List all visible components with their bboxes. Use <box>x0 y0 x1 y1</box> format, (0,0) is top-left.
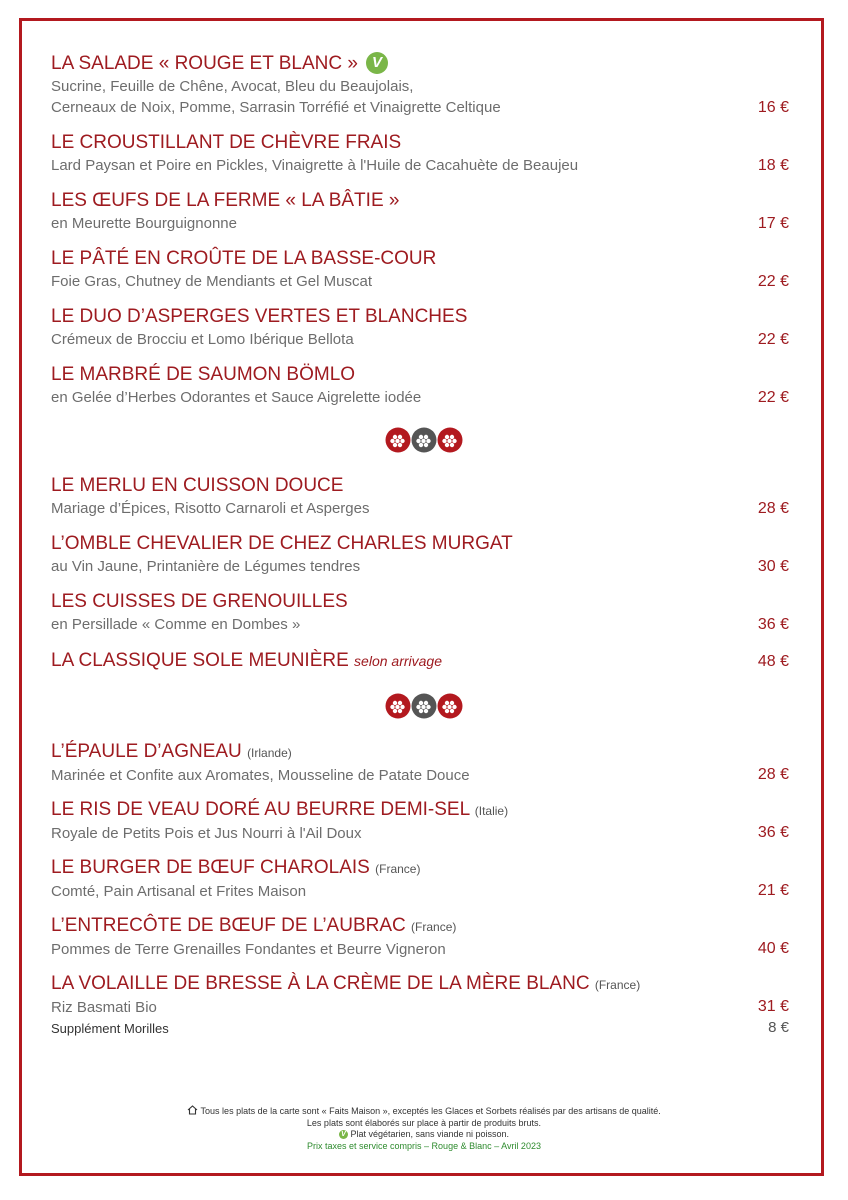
item-title: L’ENTRECÔTE DE BŒUF DE L’AUBRAC <box>51 915 406 936</box>
item-price: 16 € <box>757 99 789 116</box>
item-price: 40 € <box>757 940 789 957</box>
item-description: Marinée et Confite aux Aromates, Mousseline de Patate Douce <box>51 767 470 784</box>
item-origin: (Irlande) <box>247 746 292 760</box>
vegetarian-icon: V <box>366 52 388 74</box>
menu-item-asperges <box>51 305 791 350</box>
item-title: LE RIS DE VEAU DORÉ AU BEURRE DEMI-SEL <box>51 799 470 820</box>
item-price: 36 € <box>757 824 789 841</box>
item-description: au Vin Jaune, Printanière de Légumes tendres <box>51 558 361 575</box>
item-price: 28 € <box>757 500 789 517</box>
item-price: 21 € <box>757 882 789 899</box>
menu-item-croustillant <box>51 131 791 176</box>
menu-item-volaille <box>51 972 791 1039</box>
item-price: 36 € <box>757 616 789 633</box>
item-price: 22 € <box>757 389 789 406</box>
menu-item-salade <box>51 52 791 118</box>
item-price: 31 € <box>757 998 789 1015</box>
item-price: 22 € <box>757 273 789 290</box>
house-icon <box>187 1105 198 1115</box>
item-price: 22 € <box>757 331 789 348</box>
menu-item-burger <box>51 856 791 902</box>
item-title: L’OMBLE CHEVALIER DE CHEZ CHARLES MURGAT <box>51 533 513 554</box>
item-description: Crémeux de Brocciu et Lomo Ibérique Bellota <box>51 331 354 348</box>
item-description: Cerneaux de Noix, Pomme, Sarrasin Torréfié et Vinaigrette Celtique <box>51 99 501 116</box>
item-title: LE MERLU EN CUISSON DOUCE <box>51 475 344 496</box>
item-title: LE BURGER DE BŒUF CHAROLAIS <box>51 857 370 878</box>
menu-item-oeufs <box>51 189 791 234</box>
item-title: LA VOLAILLE DE BRESSE À LA CRÈME DE LA MÈRE BLANC <box>51 973 590 994</box>
footer-line: Tous les plats de la carte sont « Faits Maison », exceptés les Glaces et Sorbets réalisés par des artisans de qualité. <box>200 1106 661 1116</box>
item-description: Foie Gras, Chutney de Mendiants et Gel Muscat <box>51 273 372 290</box>
item-description: Mariage d’Épices, Risotto Carnaroli et Asperges <box>51 500 370 517</box>
menu-item-sole <box>51 649 791 673</box>
item-title: LE DUO D’ASPERGES VERTES ET BLANCHES <box>51 306 468 327</box>
item-title: LA CLASSIQUE SOLE MEUNIÈRE <box>51 650 349 671</box>
menu-item-entrecote <box>51 914 791 960</box>
item-price: 18 € <box>757 157 789 174</box>
menu-item-saumon <box>51 363 791 408</box>
footer-notes <box>100 1105 748 1152</box>
item-origin: (Italie) <box>474 804 509 818</box>
item-description: Riz Basmati Bio <box>51 999 157 1016</box>
vegetarian-icon: V <box>339 1130 348 1139</box>
item-description: Lard Paysan et Poire en Pickles, Vinaigrette à l'Huile de Cacahuète de Beaujeu <box>51 157 579 174</box>
item-description: Royale de Petits Pois et Jus Nourri à l'Ail Doux <box>51 825 362 842</box>
item-title: LE PÂTÉ EN CROÛTE DE LA BASSE-COUR <box>51 248 437 269</box>
item-description: en Gelée d’Herbes Odorantes et Sauce Aigrelette iodée <box>51 389 422 406</box>
menu-item-pate <box>51 247 791 292</box>
menu-item-merlu <box>51 474 791 519</box>
footer-line: Plat végétarien, sans viande ni poisson. <box>350 1129 510 1139</box>
item-price: 48 € <box>757 653 789 670</box>
footer-line: Les plats sont élaborés sur place à partir de produits bruts. <box>306 1117 542 1128</box>
item-title: LES CUISSES DE GRENOUILLES <box>51 591 348 612</box>
item-price: 30 € <box>757 558 789 575</box>
item-title: LE CROUSTILLANT DE CHÈVRE FRAIS <box>51 132 402 153</box>
grape-trio-icon <box>384 692 464 720</box>
menu-item-ris-de-veau <box>51 798 791 844</box>
item-description: Comté, Pain Artisanal et Frites Maison <box>51 883 307 900</box>
item-origin: (France) <box>375 862 421 876</box>
supplement-price: 8 € <box>768 1019 789 1036</box>
grape-trio-icon <box>384 426 464 454</box>
menu-item-grenouilles <box>51 590 791 635</box>
item-title: L’ÉPAULE D’AGNEAU <box>51 741 242 762</box>
item-description: en Persillade « Comme en Dombes » <box>51 616 301 633</box>
item-description: Pommes de Terre Grenailles Fondantes et Beurre Vigneron <box>51 941 446 958</box>
item-price: 28 € <box>757 766 789 783</box>
item-description: Sucrine, Feuille de Chêne, Avocat, Bleu du Beaujolais, <box>51 78 414 95</box>
menu-item-agneau <box>51 740 791 786</box>
item-origin: (France) <box>411 920 457 934</box>
menu-item-omble <box>51 532 791 577</box>
item-description: en Meurette Bourguignonne <box>51 215 237 232</box>
item-title: LE MARBRÉ DE SAUMON BÖMLO <box>51 364 356 385</box>
item-origin: (France) <box>594 978 641 992</box>
footer-line: Prix taxes et service compris – Rouge & Blanc – Avril 2023 <box>307 1140 541 1151</box>
item-price: 17 € <box>757 215 789 232</box>
item-note: selon arrivage <box>354 653 442 669</box>
item-title: LA SALADE « ROUGE ET BLANC » <box>51 53 358 74</box>
supplement-label: Supplément Morilles <box>51 1021 169 1036</box>
item-title: LES ŒUFS DE LA FERME « LA BÂTIE » <box>51 190 400 211</box>
